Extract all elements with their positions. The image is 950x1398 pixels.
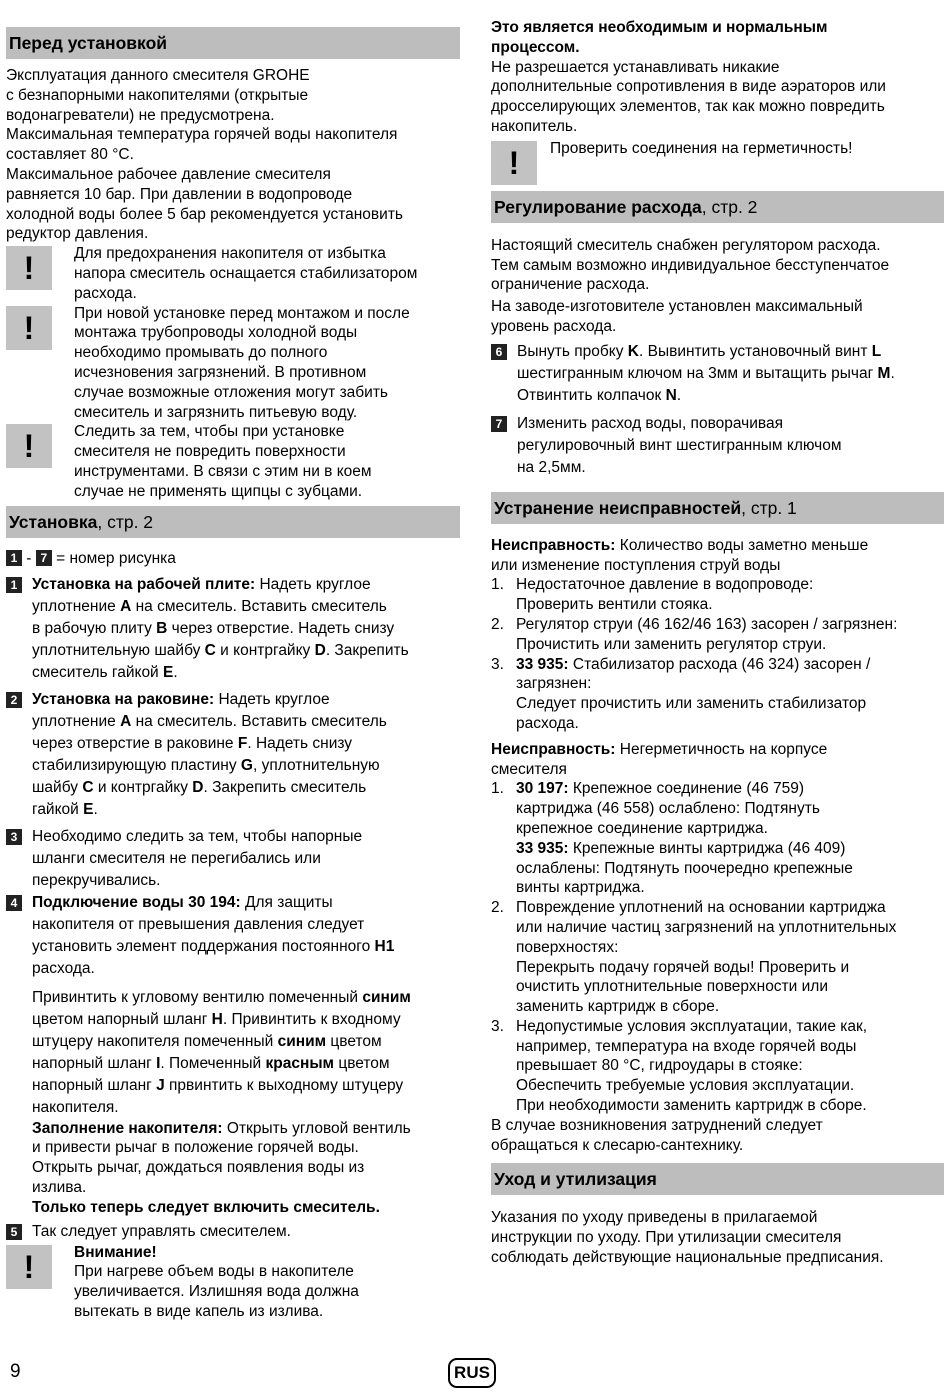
warning-icon: ! [491, 141, 537, 185]
before-install-text: Эксплуатация данного смесителя GROHE с безнапорными накопителями (открытые водонагреватели) не предусмотрена. Максимальная температура горячей воды накопителя составляет 80 °C. Максимальное рабочее давление смесителя равняется 10 бар. При давлении в водопроводе холодной воды более 5 бар рекомендуется установить редуктор давления. [6, 67, 403, 243]
connection-instructions: Привинтить к угловому вентилю помеченный синим цветом напорный шланг H. Привинтить к входному штуцеру накопителя помеченный синим цветом напорный шланг I. Помеченный красным цветом напорный шланг J првинтить к выходному штуцеру накопителя. [32, 988, 411, 1116]
fill-tank-instructions: Заполнение накопителя: Открыть угловой вентиль и привести рычаг в положение горячей воды. Открыть рычаг, дождаться появления воды из излива. Только теперь следует включить смеситель. [32, 1119, 411, 1216]
warning-note: ! При новой установке перед монтажом и после монтажа трубопроводы холодной воды необходимо промывать до полного исчезновения загрязнений. В противном случае возможные отложения могут забить смеситель и загрязнить питьевую воду. [6, 304, 460, 423]
list-item: 2. Регулятор струи (46 162/46 163) засорен / загрязнен: Прочистить или заменить регулятор струи. [491, 615, 898, 653]
language-badge: RUS [448, 1358, 496, 1388]
warning-note: ! Следить за тем, чтобы при установке смесителя не повредить поверхности инструментами. В связи с этим ни в коем случае не применять щипцы с зубцами. [6, 422, 460, 501]
section-heading-before-install: Перед установкой [6, 27, 460, 59]
warning-icon: ! [6, 1245, 52, 1289]
step-3: 3 Необходимо следить за тем, чтобы напорные шланги смесителя не перегибались или перекручивались. [6, 826, 460, 892]
care-disposal-text: Указания по уходу приведены в прилагаемой инструкции по уходу. При утилизации смесителя соблюдать действующие национальные предписания. [491, 1209, 884, 1267]
list-item: 3. 33 935: Стабилизатор расхода (46 324) засорен / загрязнен: Следует прочистить или заменить стабилизатор расхода. [491, 655, 871, 732]
list-item: 2. Повреждение уплотнений на основании картриджа или наличие частиц загрязнений на уплотнительных поверхностях: Перекрыть подачу горячей воды! Проверить и очистить уплотнительные поверхности или заменить картридж в сборе. [491, 899, 897, 1016]
section-heading-care-disposal: Уход и утилизация [491, 1163, 944, 1195]
list-item: 1. Недостаточное давление в водопроводе: Проверить вентили стояка. [491, 576, 814, 614]
step-7: 7 Изменить расход воды, поворачивая регулировочный винт шестигранным ключом на 2,5мм. [491, 413, 944, 479]
step-1: 1 Установка на рабочей плите: Надеть круглое уплотнение A на смеситель. Вставить смеситель в рабочую плиту B через отверстие. Надеть снизу уплотнительную шайбу C и контргайку D. Закрепить смеситель гайкой E. [6, 574, 460, 684]
figure-legend: 1 - 7 = номер рисунка [6, 548, 460, 570]
left-column [6, 0, 460, 1322]
section-heading-troubleshooting: Устранение неисправностей, стр. 1 [491, 492, 944, 524]
list-item: 1. 30 197: Крепежное соединение (46 759) картриджа (46 558) ослаблено: Подтянуть крепежное соединение картриджа. 33 935: Крепежные винты картриджа (46 409) ослаблены: Подтянуть поочередно крепежные винты картриджа. [491, 780, 853, 897]
section-heading-installation: Установка, стр. 2 [6, 506, 460, 538]
flow-regulation-text: Настоящий смеситель снабжен регулятором расхода. Тем самым возможно индивидуальное бесступенчатое ограничение расхода. На заводе-изготовителе установлен максимальный уровень расхода. [491, 236, 890, 335]
continued-text: Это является необходимым и нормальным процессом. Не разрешается устанавливать никакие дополнительные сопротивления в виде аэраторов или дросселирующих элементов, так как можно повредить накопитель. [491, 19, 886, 135]
warning-icon: ! [6, 246, 52, 290]
troubleshooting-text: Неисправность: Количество воды заметно меньше или изменение поступления струй воды 1. Недостаточное давление в водопроводе: Проверить вентили стояка. 2. Регулятор струи (46 162/46 163) засорен / загрязнен: Прочистить или заменить регулятор струи. 3. 33 935: Стабилизатор расхода (46 324) засорен / загрязнен: Следует прочистить или заменить стабилизатор расхода. Неисправность: Негерметичность на корпусе смесителя 1. 30 197: Крепежное соединение (46 759) картриджа (46 558) ослаблено: Подтянуть крепежное соединение картриджа. 33 935: Крепежные винты картриджа (46 409) ослаблены: Подтянуть поочередно крепежные винты картриджа. 2. Повреждение уплотнений на основании картриджа или наличие частиц загрязнений на уплотнительных поверхностях: Перекрыть подачу горячей воды! Проверить и очистить уплотнительные поверхности или заменить картридж в сборе. 3. Недопустимые условия эксплуатации, такие как, например, температура на входе горячей воды превышает 80 °C, гидроудары в стояке: Обеспечить требуемые условия эксплуатации. При необходимости заменить картридж в сборе. В случае возникновения затруднений следует обращаться к слесарю-сантехнику. [491, 536, 944, 1156]
list-item: 3. Недопустимые условия эксплуатации, такие как, например, температура на входе горячей воды превышает 80 °C, гидроудары в стояке: Обеспечить требуемые условия эксплуатации. При необходимости заменить картридж в сборе. [491, 1017, 868, 1115]
step-5: 5 Так следует управлять смесителем. [6, 1221, 460, 1243]
right-column [491, 0, 944, 1268]
step-4: 4 Подключение воды 30 194: Для защиты накопителя от превышения давления следует установить элемент поддержания постоянного H1 расхода. [6, 892, 460, 980]
page-number: 9 [10, 1361, 21, 1382]
warning-icon: ! [6, 424, 52, 468]
step-6: 6 Вынуть пробку K. Вывинтить установочный винт L шестигранным ключом на 3мм и вытащить рычаг M. Отвинтить колпачок N. [491, 341, 944, 407]
warning-icon: ! [6, 306, 52, 350]
section-heading-flow-regulation: Регулирование расхода, стр. 2 [491, 191, 944, 223]
warning-note: ! Внимание! При нагреве объем воды в накопителе увеличивается. Излишняя вода должна вытекать в виде капель из излива. [6, 1243, 460, 1322]
step-2: 2 Установка на раковине: Надеть круглое уплотнение A на смеситель. Вставить смеситель через отверстие в раковине F. Надеть снизу стабилизирующую пластину G, уплотнительную шайбу C и контргайку D. Закрепить смеситель гайкой E. [6, 689, 460, 821]
warning-note: ! Для предохранения накопителя от избытка напора смеситель оснащается стабилизатором расхода. [6, 244, 460, 303]
warning-note: ! Проверить соединения на герметичность! [491, 139, 944, 191]
